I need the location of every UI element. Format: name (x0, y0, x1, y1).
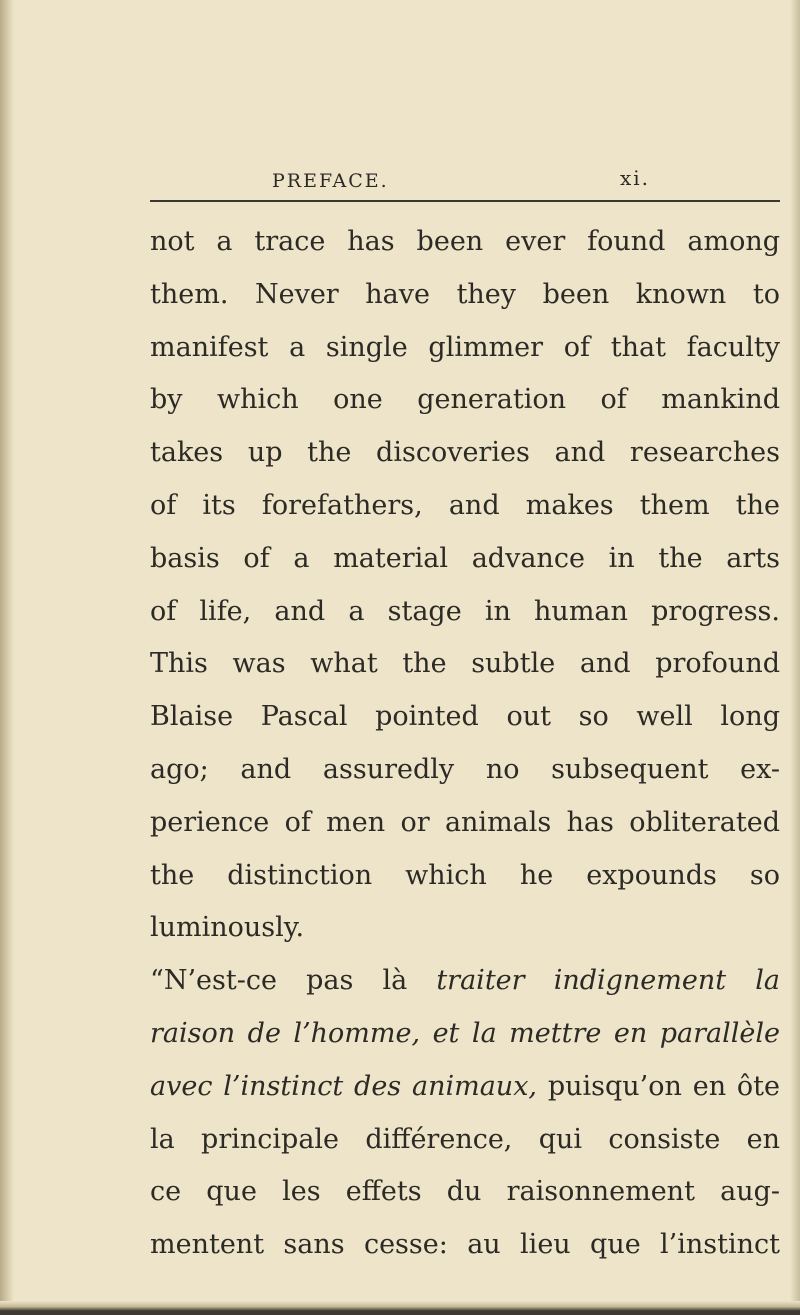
page-number: xi. (620, 166, 651, 190)
quote-line: mentent sans cesse: au lieu que l’instinct (150, 1229, 780, 1261)
page-header (150, 166, 780, 194)
header-rule (150, 200, 780, 202)
text-line: This was what the subtle and profound (150, 648, 780, 680)
page-edge (790, 0, 800, 1315)
text-line: takes up the discoveries and researches (150, 437, 780, 469)
text-line: of its forefathers, and makes them the (150, 489, 780, 521)
text-line: of life, and a stage in human progress. (150, 595, 780, 627)
text-line: basis of a material advance in the arts (150, 542, 780, 574)
running-head: PREFACE. (272, 170, 389, 192)
quote-italic-text: traiter indignement la (436, 965, 780, 997)
text-line: by which one generation of mankind (150, 384, 780, 416)
quote-roman-text: N’est-ce pas là (163, 965, 437, 997)
text-line: luminously. (150, 912, 305, 944)
body-text (150, 216, 780, 1272)
quote-line (150, 1061, 780, 1114)
text-line: manifest a single glimmer of that faculty (150, 331, 780, 363)
text-line: the distinction which he expounds so (150, 859, 780, 891)
page-bottom-edge (0, 1301, 800, 1315)
quote-line: la principale différence, qui consiste en (150, 1123, 780, 1155)
text-line: not a trace has been ever found among (150, 226, 780, 257)
quote-italic-text: avec l’instinct des animaux, (150, 1070, 538, 1102)
text-line: them. Never have they been known to (150, 278, 780, 310)
quote-line (150, 955, 780, 1008)
text-line: Blaise Pascal pointed out so well long (150, 701, 780, 733)
quote-italic-text: raison de l’homme, et la mettre en parallèle (150, 1017, 780, 1049)
text-line: ago; and assuredly no subsequent ex- (150, 753, 780, 785)
page-gutter (0, 0, 14, 1315)
quote-roman-text: puisqu’on en ôte (537, 1070, 781, 1102)
quote-open-mark: “ (150, 965, 164, 997)
quote-line (150, 1008, 780, 1061)
quote-line: ce que les effets du raisonnement aug- (150, 1176, 780, 1208)
text-line: perience of men or animals has obliterated (150, 806, 780, 838)
